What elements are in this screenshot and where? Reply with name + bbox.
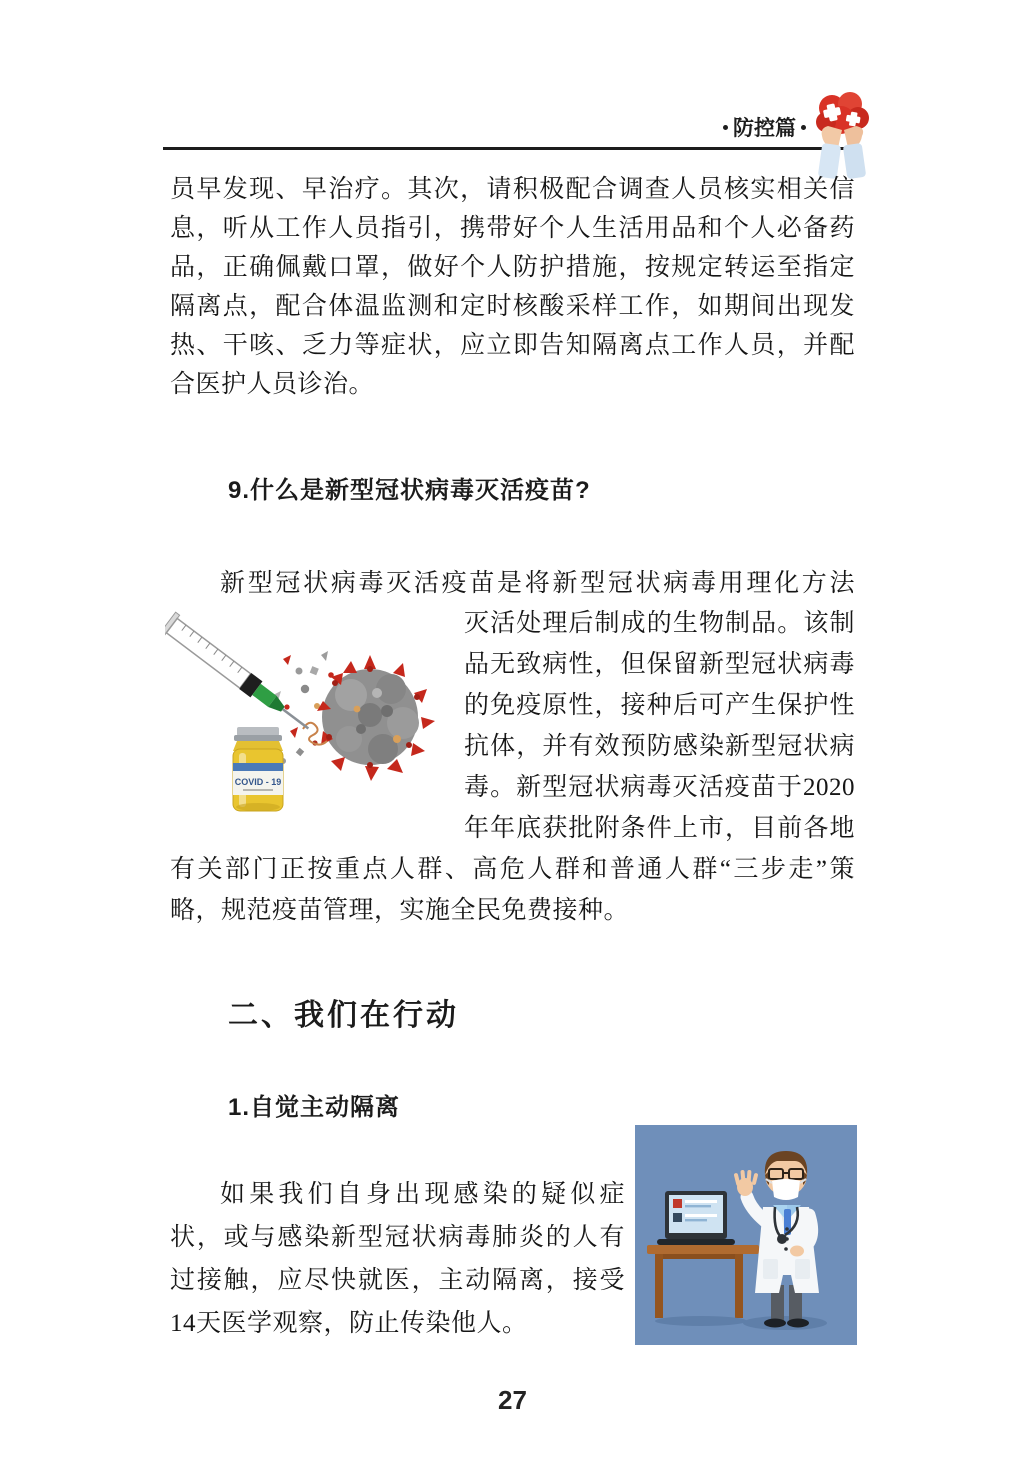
virus-ball — [317, 655, 435, 781]
chapter-label-text: 防控篇 — [733, 117, 796, 140]
vaccine-paragraph-intro-line: 新型冠状病毒灭活疫苗是将新型冠状病毒用理化方法 — [220, 570, 855, 597]
heading-question9: 9.什么是新型冠状病毒灭活疫苗? — [228, 477, 591, 504]
paragraph-isolation-cooperation: 员早发现、早治疗。其次，请积极配合调查人员核实相关信息，听从工作人员指引，携带好个人生活用品和个人必备药品，正确佩戴口罩，做好个人防护措施，按规定转运至指定隔离点，配合体温监测和定时核酸采样工作，如期间出现发热、干咳、乏力等症状，应立即告知隔离点工作人员，并配合医护人员诊治。 — [170, 176, 855, 398]
isolation-paragraph-block — [170, 1125, 855, 1351]
page-number: 27 — [498, 1385, 527, 1415]
covid19-vaccine-vial — [233, 727, 283, 811]
laptop — [657, 1191, 735, 1245]
vaccine-paragraph-body: 灭活处理后制成的生物制品。该制品无致病性，但保留新型冠状病毒的免疫原性，接种后可产生保护性抗体，并有效预防感染新型冠状病毒。新型冠状病毒灭活疫苗于2020年年底获批附条件上市，目前各地有关部门正按重点人群、高危人群和普通人群“三步走”策略，规范疫苗管理，实施全民免费接种。 — [170, 610, 855, 924]
heading-section-action: 二、我们在行动 — [228, 999, 459, 1032]
syringe — [165, 612, 316, 739]
isolation-paragraph-body: 如果我们自身出现感染的疑似症状，或与感染新型冠状病毒肺炎的人有过接触，应尽快就医，主动隔离，接受14天医学观察，防止传染他人。 — [170, 1181, 625, 1337]
vaccine-paragraph-block — [170, 603, 855, 931]
heading-self-isolation: 1.自觉主动隔离 — [228, 1094, 401, 1121]
doctor-laptop-illustration — [635, 1125, 857, 1345]
vial-label-text: COVID - 19 — [234, 777, 282, 787]
syringe-virus-vial-illustration — [165, 611, 450, 814]
content-column — [170, 0, 855, 1416]
